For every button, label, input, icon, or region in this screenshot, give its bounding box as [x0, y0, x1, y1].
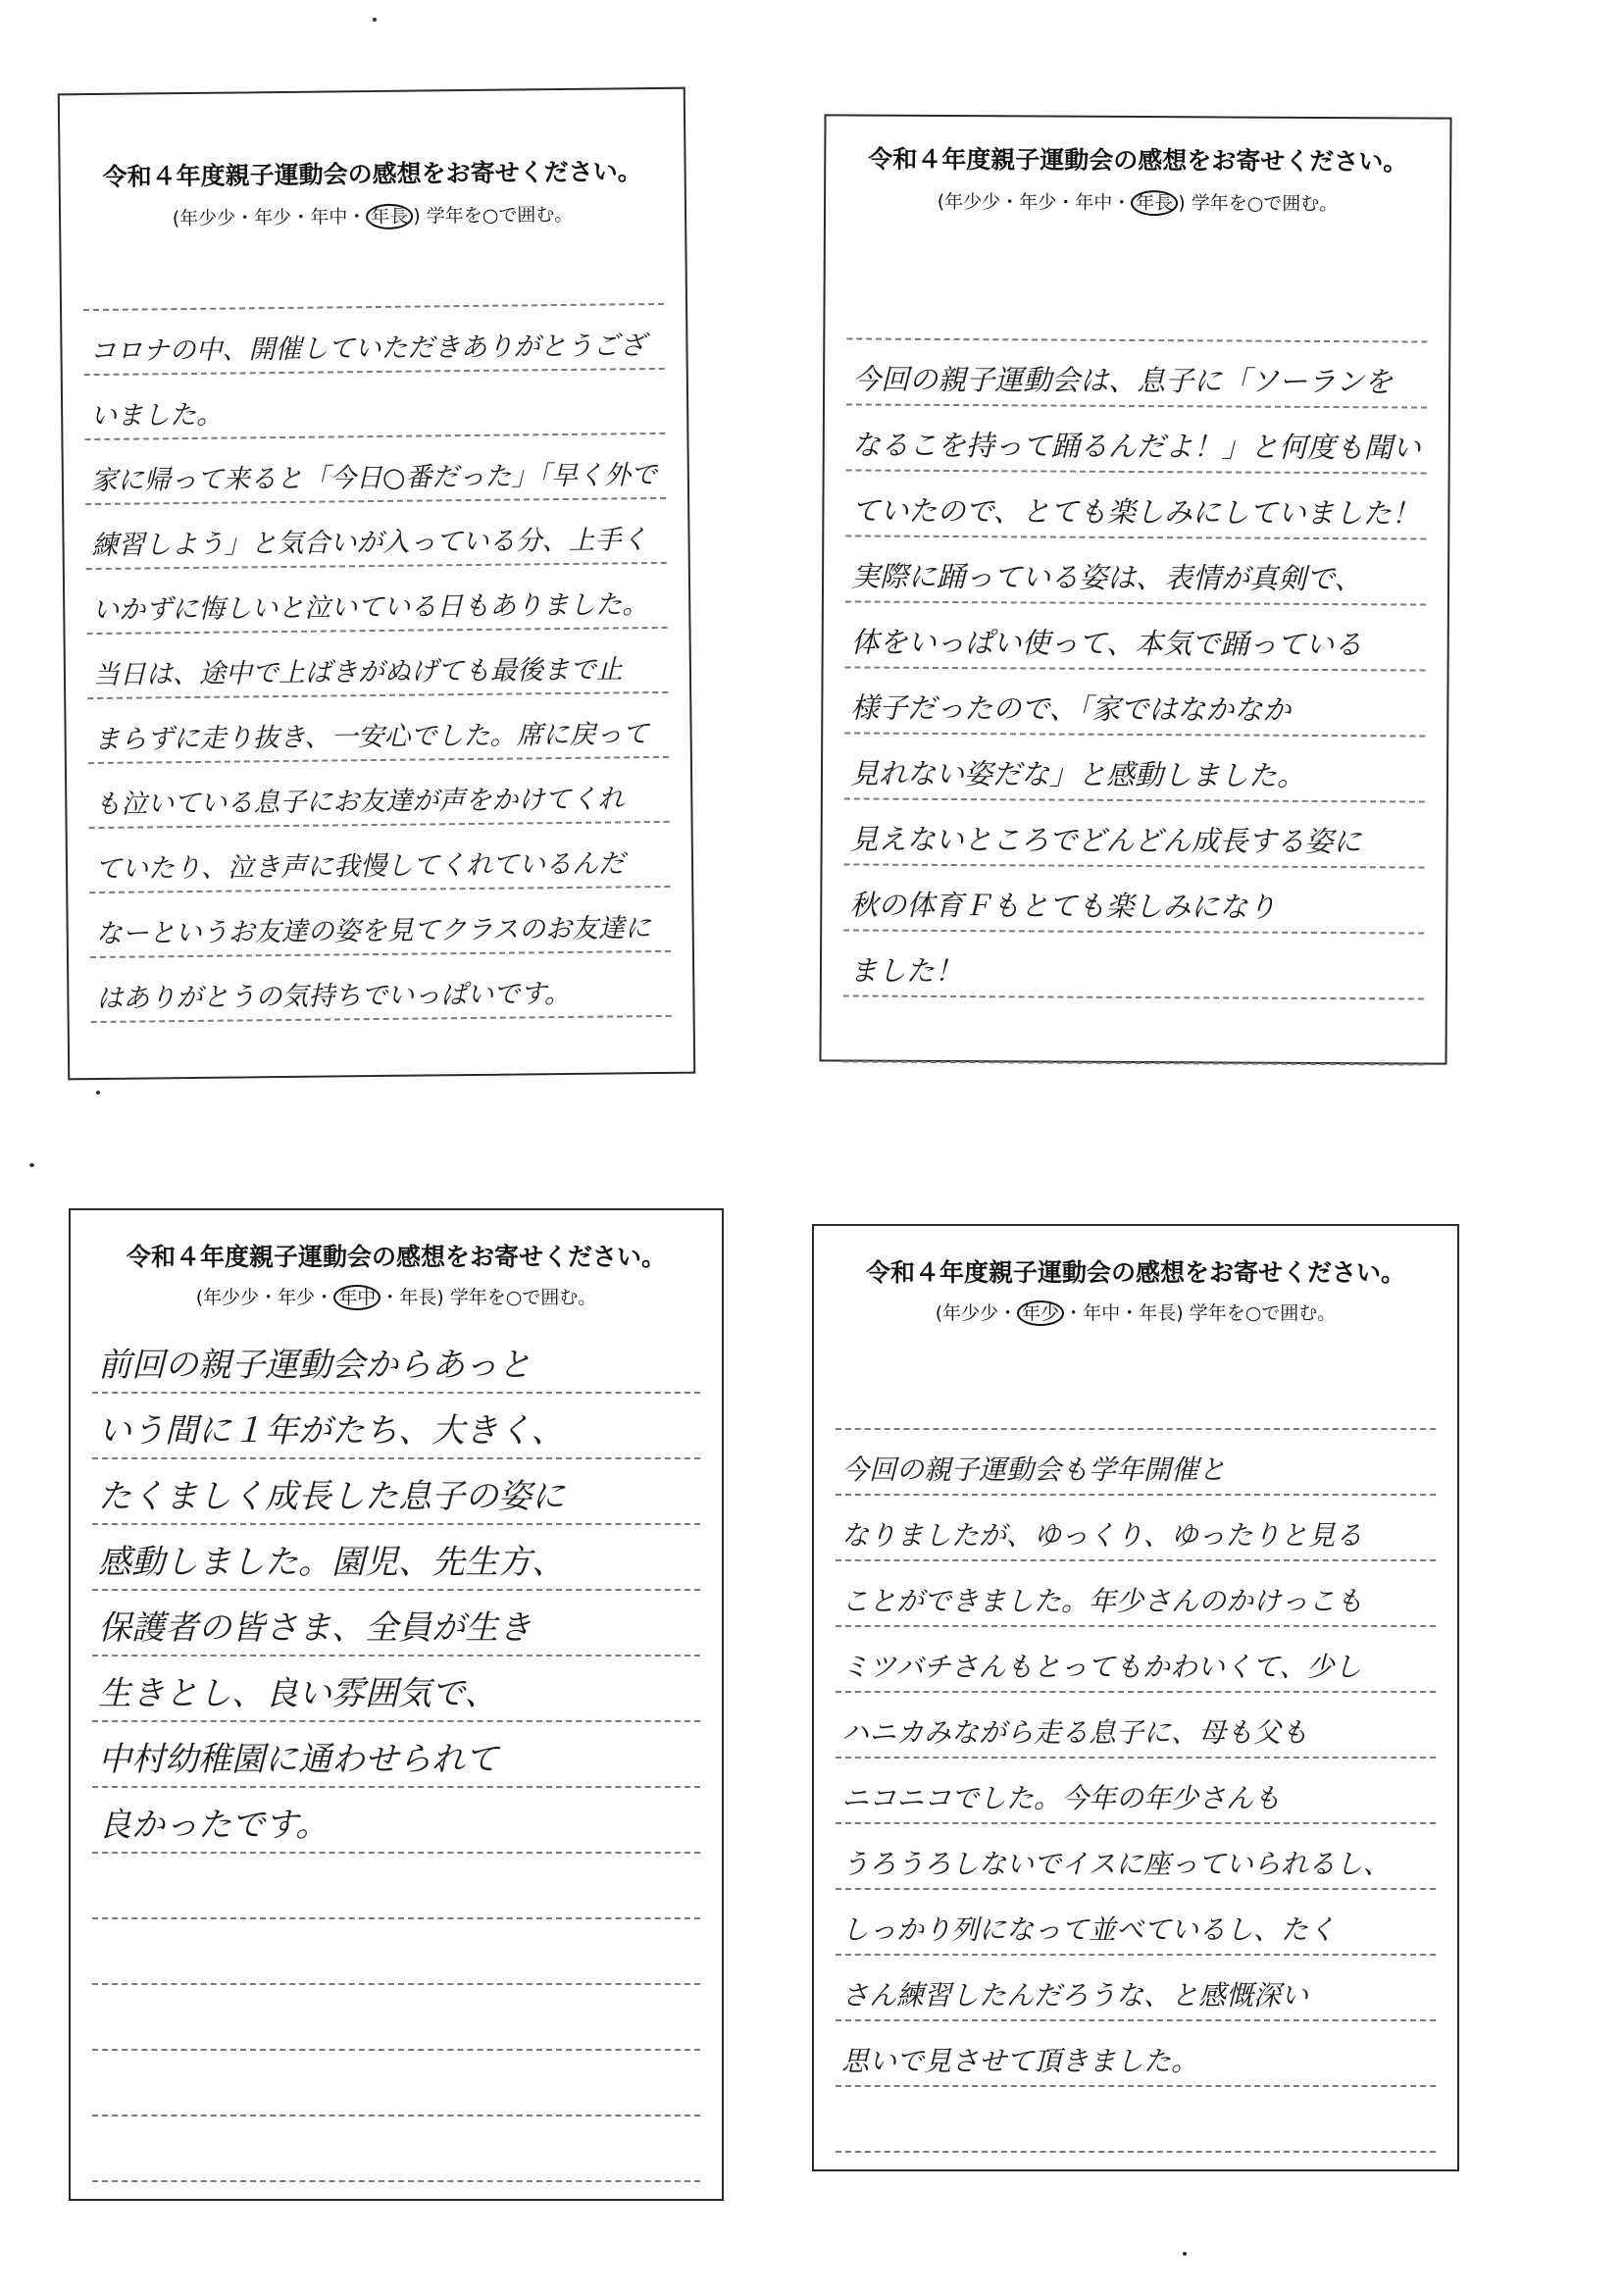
- response-line: [92, 2051, 700, 2116]
- handwritten-text: 今回の親子運動会は、息子に「ソーランを: [852, 362, 1394, 399]
- card-title: 令和４年度親子運動会の感想をお寄せください。: [865, 1258, 1405, 1287]
- grade-bracket: ): [1178, 192, 1192, 215]
- handwritten-text: 体をいっぱい使って、本気で踊っている: [850, 625, 1363, 662]
- grade-option[interactable]: 年中: [310, 206, 348, 229]
- grade-option[interactable]: 年長: [1139, 1302, 1177, 1324]
- survey-card-4: [812, 1224, 1459, 2171]
- response-line: [843, 865, 1424, 934]
- handwritten-text: 生きとし、良い雰囲気で、: [98, 1674, 498, 1713]
- grade-separator: ・: [259, 1287, 279, 1308]
- handwritten-text: いう間に１年がたち、大きく、: [98, 1411, 565, 1451]
- response-line: [92, 1328, 700, 1394]
- guide-line: [836, 1402, 1436, 1430]
- survey-card-1: [58, 87, 695, 1081]
- response-line: [842, 996, 1423, 1065]
- grade-separator: ・: [1120, 1302, 1140, 1324]
- response-line: [836, 1693, 1436, 1759]
- response-lines: [843, 312, 1428, 1041]
- grade-option[interactable]: 年少: [1019, 191, 1057, 214]
- response-line: [836, 2087, 1436, 2153]
- grade-separator: ・: [1056, 191, 1076, 214]
- grade-option[interactable]: 年少少: [203, 1287, 260, 1308]
- response-line: [86, 564, 668, 635]
- grade-separator: ・: [381, 1287, 400, 1308]
- response-line: [845, 536, 1426, 605]
- handwritten-text: ミツバチさんもとってもかわいくて、少し: [841, 1651, 1362, 1683]
- response-line: [92, 1985, 700, 2051]
- response-line: [844, 734, 1425, 802]
- scan-speck: [1183, 2252, 1187, 2256]
- grade-option[interactable]: 年少少: [179, 207, 236, 230]
- handwritten-text: 保護者の皆さま、全員が生き: [98, 1608, 532, 1648]
- grade-instruction: 学年を○で囲む。: [426, 203, 574, 228]
- response-line: [85, 499, 667, 570]
- response-line: [836, 1956, 1436, 2021]
- response-line: [836, 2021, 1436, 2087]
- grade-instruction: 学年を○で囲む。: [1191, 192, 1339, 216]
- handwritten-text: ニコニコでした。今年の年少さんも: [841, 1782, 1282, 1814]
- handwritten-text: 見れない姿だな」と感動しました。: [849, 756, 1306, 792]
- guide-line: [83, 266, 664, 311]
- response-line: [836, 1824, 1436, 1890]
- response-line: [844, 668, 1425, 737]
- response-line: [844, 799, 1425, 868]
- grade-option[interactable]: 年少: [278, 1287, 316, 1308]
- grade-option[interactable]: 年中: [1075, 191, 1113, 214]
- handwritten-text: なーというお友達の姿を見てクラスのお友達に: [95, 913, 652, 950]
- scan-speck: [373, 18, 377, 22]
- response-line: [90, 952, 672, 1023]
- handwritten-text: 当日は、途中で上ばきがぬげても最後まで止: [92, 654, 624, 691]
- grade-option[interactable]: 年少少: [944, 190, 1001, 214]
- card-title: 令和４年度親子運動会の感想をお寄せください。: [868, 144, 1408, 177]
- response-line: [92, 1919, 700, 1985]
- grade-bracket: (: [195, 1287, 204, 1308]
- handwritten-text: ました！: [848, 953, 964, 989]
- handwritten-text: ことができました。年少さんのかけっこも: [841, 1585, 1364, 1617]
- handwritten-text: ハニカみながら走る息子に、母も父も: [841, 1716, 1309, 1749]
- grade-option[interactable]: 年少: [1017, 1300, 1064, 1326]
- response-lines: [92, 1328, 700, 2181]
- grade-option[interactable]: 年中: [333, 1285, 381, 1310]
- handwritten-text: たくましく成長した息子の姿に: [98, 1477, 565, 1516]
- grade-selector: [826, 186, 1449, 216]
- grade-bracket: (: [172, 208, 180, 230]
- response-line: [836, 1759, 1436, 1824]
- grade-separator: ・: [1064, 1302, 1084, 1324]
- response-line: [92, 1854, 700, 1919]
- grade-instruction: 学年を○で囲む。: [449, 1287, 597, 1308]
- grade-instruction: 学年を○で囲む。: [1189, 1302, 1337, 1324]
- survey-card-3: [69, 1208, 724, 2201]
- response-line: [84, 370, 666, 440]
- handwritten-text: ていたので、とても楽しみにしていました！: [851, 493, 1420, 531]
- handwritten-text: 中村幼稚園に通わせられて: [98, 1740, 498, 1779]
- response-line: [836, 1890, 1436, 1956]
- response-line: [845, 602, 1426, 671]
- response-line: [89, 888, 671, 958]
- grade-separator: ・: [235, 207, 255, 229]
- grade-option[interactable]: 年少少: [942, 1302, 999, 1324]
- grade-selector: [71, 1283, 722, 1309]
- handwritten-text: 実際に踊っている姿は、表情が真剣で、: [850, 559, 1363, 596]
- handwritten-text: 良かったです。: [98, 1806, 330, 1845]
- grade-option[interactable]: 年長: [1131, 190, 1178, 216]
- grade-separator: ・: [291, 206, 311, 229]
- response-line: [845, 471, 1426, 539]
- handwritten-text: まらずに走り抜き、一安心でした。席に戻って: [93, 719, 649, 756]
- grade-separator: ・: [315, 1287, 334, 1308]
- grade-bracket: (: [937, 190, 945, 213]
- grade-option[interactable]: 年長: [366, 204, 413, 230]
- survey-card-2: [819, 114, 1451, 1064]
- card-title: 令和４年度親子運動会の感想をお寄せください。: [102, 157, 642, 191]
- handwritten-text: なりましたが、ゆっくり、ゆったりと見る: [841, 1519, 1363, 1552]
- handwritten-text: 思いで見させて頂きました。: [841, 2045, 1199, 2077]
- handwritten-text: しっかり列になって並べているし、たく: [841, 1913, 1337, 1946]
- response-lines: [83, 266, 672, 1056]
- grade-selector: [61, 199, 685, 232]
- grade-bracket: ): [413, 205, 427, 228]
- grade-bracket: ): [436, 1287, 450, 1308]
- grade-bracket: ): [1176, 1302, 1190, 1324]
- response-line: [843, 931, 1424, 999]
- guide-line: [846, 312, 1427, 342]
- response-line: [87, 629, 669, 699]
- handwritten-text: も泣いている息子にお友達が声をかけてくれ: [94, 784, 625, 821]
- handwritten-text: さん練習したんだろうな、と感慨深い: [841, 1979, 1309, 2012]
- response-line: [92, 1722, 700, 1788]
- handwritten-text: 今回の親子運動会も学年開催と: [841, 1453, 1227, 1486]
- response-line: [92, 2116, 700, 2182]
- grade-option[interactable]: 年少: [254, 206, 292, 229]
- handwritten-text: 家に帰って来ると「今日○番だった」「早く外で: [90, 460, 658, 497]
- scan-speck: [29, 1163, 34, 1167]
- handwritten-text: 練習しよう」と気合いが入っている分、上手く: [91, 525, 648, 562]
- grade-bracket: (: [935, 1302, 943, 1324]
- response-line: [92, 1788, 700, 1854]
- response-line: [846, 405, 1427, 474]
- handwritten-text: はありがとうの気持ちでいっぱいです。: [96, 978, 572, 1015]
- response-line: [84, 434, 666, 505]
- scan-speck: [96, 1091, 100, 1095]
- handwritten-text: コロナの中、開催していただきありがとうござ: [89, 331, 646, 368]
- handwritten-text: 前回の親子運動会からあっと: [98, 1346, 532, 1385]
- grade-separator: ・: [347, 206, 367, 229]
- response-line: [836, 1561, 1436, 1627]
- response-line: [836, 1627, 1436, 1693]
- response-line: [83, 305, 665, 376]
- handwritten-text: ていたり、泣き声に我慢してくれているんだ: [94, 848, 626, 886]
- grade-option[interactable]: 年長: [399, 1287, 437, 1308]
- handwritten-text: 秋の体育Ｆもとても楽しみになり: [849, 888, 1277, 924]
- response-line: [89, 823, 671, 893]
- card-title: 令和４年度親子運動会の感想をお寄せください。: [126, 1243, 666, 1271]
- grade-option[interactable]: 年中: [1083, 1302, 1121, 1324]
- handwritten-text: 見えないところでどんどん成長する姿に: [849, 822, 1362, 859]
- handwritten-text: 様子だったので、「家ではなかなか: [850, 690, 1292, 727]
- response-line: [92, 1525, 700, 1591]
- response-line: [836, 1496, 1436, 1561]
- handwritten-text: 感動しました。園児、先生方、: [98, 1543, 565, 1582]
- response-line: [92, 1394, 700, 1459]
- handwritten-text: いました。: [90, 399, 224, 433]
- response-line: [88, 758, 670, 829]
- handwritten-text: なるこを持って踊るんだよ！」と何度も聞い: [851, 428, 1421, 465]
- response-line: [836, 1430, 1436, 1496]
- grade-selector: [814, 1299, 1457, 1325]
- handwritten-text: いかずに悔しいと泣いている日もありました。: [92, 589, 649, 627]
- response-line: [87, 693, 669, 764]
- response-line: [92, 1591, 700, 1657]
- grade-separator: ・: [1000, 191, 1020, 214]
- response-line: [92, 1459, 700, 1525]
- grade-separator: ・: [998, 1302, 1018, 1324]
- response-line: [92, 1657, 700, 1722]
- grade-separator: ・: [1112, 191, 1132, 214]
- handwritten-text: うろうろしないでイスに座っていられるし、: [841, 1848, 1391, 1880]
- response-line: [846, 339, 1427, 408]
- response-lines: [836, 1402, 1436, 2158]
